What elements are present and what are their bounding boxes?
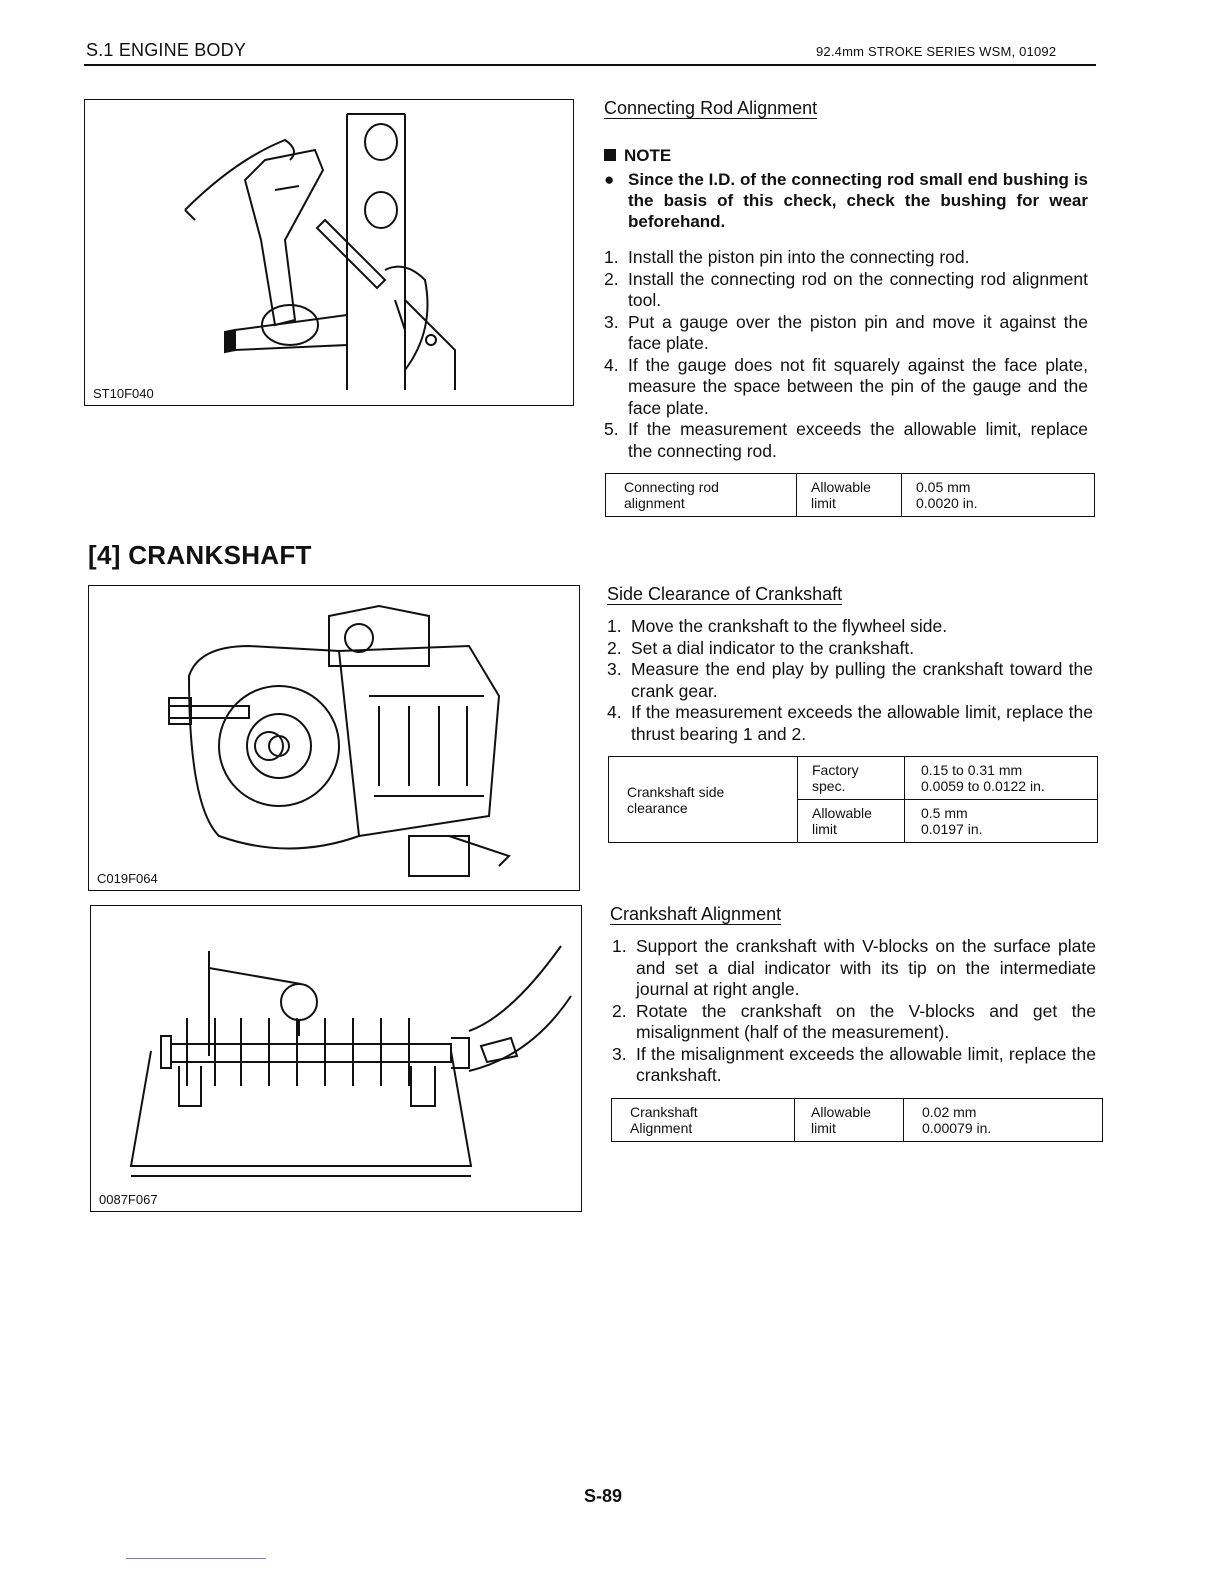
spec-value-cell: 0.05 mm 0.0020 in. (902, 474, 1095, 517)
spec-kind-cell: Allowable limit (795, 1099, 904, 1142)
table-row (612, 1099, 1103, 1142)
spec-item-cell: Crankshaft Alignment (612, 1099, 795, 1142)
spec-kind-cell: Allowable limit (798, 800, 905, 843)
section-header: S.1 ENGINE BODY (86, 40, 247, 60)
figure-code: 0087F067 (99, 1192, 162, 1207)
list-item (604, 247, 1088, 269)
list-item (607, 659, 1093, 702)
side-clearance-steps (607, 616, 1093, 745)
step-text: If the gauge does not fit squarely against the face plate, measure the space between the pin of the gauge and the face plate. (628, 354, 1088, 418)
step-text: If the misalignment exceeds the allowable limit, replace the crankshaft. (636, 1043, 1096, 1085)
crankshaft-alignment-illustration (91, 906, 582, 1212)
figure-crankshaft-alignment (90, 905, 582, 1212)
step-text: If the measurement exceeds the allowable limit, replace the thrust bearing 1 and 2. (631, 702, 1093, 744)
crankshaft-alignment-spec-table (611, 1098, 1103, 1142)
spec-value-cell: 0.02 mm 0.00079 in. (904, 1099, 1103, 1142)
figure-code: ST10F040 (93, 386, 158, 401)
figure-side-clearance (88, 585, 580, 891)
crankshaft-alignment-steps (612, 936, 1096, 1087)
series-header: 92.4mm STROKE SERIES WSM, 01092 (816, 44, 1057, 59)
crankshaft-alignment-title: Crankshaft Alignment (610, 904, 782, 924)
bullet-icon: ● (604, 170, 615, 189)
spec-kind-cell: Allowable limit (797, 474, 902, 517)
header-rule (84, 64, 1096, 66)
spec-kind-cell: Factory spec. (798, 757, 905, 800)
spec-value-cell: 0.15 to 0.31 mm 0.0059 to 0.0122 in. (905, 757, 1098, 800)
step-text: Install the piston pin into the connecting rod. (628, 247, 970, 267)
list-item (612, 1001, 1096, 1044)
connecting-rod-spec-table (605, 473, 1095, 517)
step-text: Move the crankshaft to the flywheel side. (631, 616, 948, 636)
step-number: 3. (607, 659, 622, 679)
connecting-rod-steps (604, 247, 1088, 462)
step-text: Rotate the crankshaft on the V-blocks and get the misalignment (half of the measurement). (636, 1000, 1096, 1042)
list-item (604, 269, 1088, 312)
step-text: Set a dial indicator to the crankshaft. (631, 637, 915, 658)
note-text: Since the I.D. of the connecting rod small end bushing is the basis of this check, check the bushing for wear beforehand. (628, 170, 1088, 231)
step-number: 5. (604, 419, 619, 439)
step-text: If the measurement exceeds the allowable limit, replace the connecting rod. (628, 419, 1088, 461)
list-item (607, 638, 1093, 660)
step-number: 4. (604, 354, 619, 375)
page-number: S-89 (584, 1486, 623, 1506)
step-number: 2. (607, 637, 622, 658)
side-clearance-spec-table (608, 756, 1098, 843)
step-number: 1. (612, 936, 627, 956)
step-text: Measure the end play by pulling the crankshaft toward the crank gear. (631, 659, 1093, 701)
list-item (607, 702, 1093, 745)
note-label: NOTE (624, 146, 672, 165)
footer-rule (126, 1558, 266, 1559)
table-row (606, 474, 1095, 517)
list-item (604, 355, 1088, 420)
spec-item-cell: Connecting rod alignment (606, 474, 797, 517)
list-item (604, 419, 1088, 462)
figure-connecting-rod-alignment (84, 99, 574, 406)
spec-value-cell: 0.5 mm 0.0197 in. (905, 800, 1098, 843)
list-item (612, 936, 1096, 1001)
step-number: 2. (612, 1000, 627, 1021)
step-number: 3. (604, 311, 619, 332)
step-text: Support the crankshaft with V-blocks on the surface plate and set a dial indicator with its tip on the intermediate journal at right angle. (636, 936, 1096, 999)
step-number: 2. (604, 268, 619, 289)
step-number: 3. (612, 1043, 627, 1064)
note-heading (604, 146, 671, 166)
note-item (604, 169, 1088, 232)
side-clearance-title: Side Clearance of Crankshaft (607, 584, 843, 604)
crankshaft-side-clearance-illustration (89, 586, 580, 891)
step-number: 1. (607, 616, 622, 636)
step-text: Install the connecting rod on the connecting rod alignment tool. (628, 268, 1088, 310)
crankshaft-heading: [4] CRANKSHAFT (88, 540, 312, 570)
step-number: 1. (604, 247, 619, 267)
connecting-rod-alignment-title: Connecting Rod Alignment (604, 98, 818, 118)
step-number: 4. (607, 702, 622, 722)
list-item (607, 616, 1093, 638)
step-text: Put a gauge over the piston pin and move it against the face plate. (628, 311, 1088, 353)
spec-item-cell: Crankshaft side clearance (609, 757, 798, 843)
list-item (604, 312, 1088, 355)
table-row (609, 757, 1098, 800)
list-item (612, 1044, 1096, 1087)
figure-code: C019F064 (97, 871, 162, 886)
note-square-icon (604, 149, 616, 161)
connecting-rod-alignment-tool-illustration (85, 100, 574, 406)
